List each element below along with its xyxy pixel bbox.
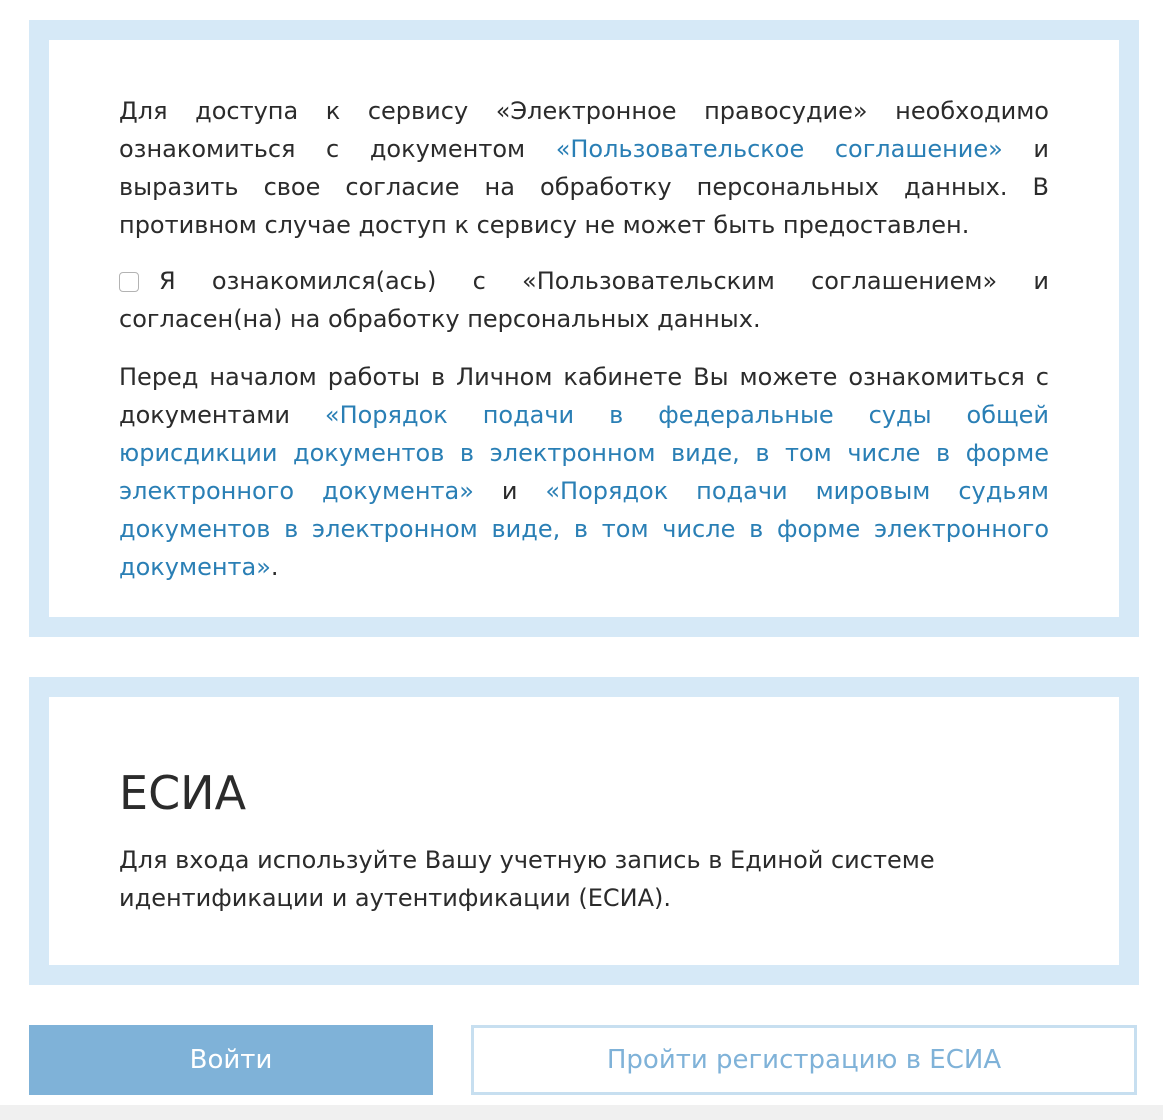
- esia-register-button[interactable]: Пройти регистрацию в ЕСИА: [471, 1025, 1137, 1095]
- esia-description: Для входа используйте Вашу учетную запись в Единой системе идентификации и аутентификации (ЕСИА).: [119, 846, 935, 912]
- documents-paragraph: [119, 358, 1049, 586]
- login-button[interactable]: Войти: [29, 1025, 433, 1095]
- documents-end: .: [270, 553, 279, 581]
- federal-courts-procedure-link[interactable]: «Порядок подачи в федеральные суды общей юрисдикции документов в электронном виде, в том числе в форме электронного документа»: [119, 401, 1049, 505]
- consent-intro-text-end: и выразить свое согласие на обработку персональных данных. В противном случае доступ к сервису не может быть предоставлен.: [119, 135, 1049, 239]
- consent-checkbox[interactable]: [119, 272, 139, 292]
- user-agreement-link[interactable]: «Пользовательское соглашение»: [555, 135, 1003, 163]
- consent-intro-text: Для доступа к сервису «Электронное правосудие» необходимо ознакомиться с документом: [119, 97, 1049, 163]
- esia-panel-content: [49, 697, 1119, 965]
- bottom-divider: [0, 1105, 1163, 1120]
- consent-intro-paragraph: [119, 92, 1049, 244]
- magistrates-procedure-link[interactable]: «Порядок подачи мировым судьям документов в электронном виде, в том числе в форме электронного документа»: [119, 477, 1050, 581]
- documents-conjunction: и: [473, 477, 546, 505]
- consent-panel-content: [49, 40, 1119, 617]
- consent-panel: [29, 20, 1139, 637]
- consent-checkbox-label[interactable]: Я ознакомился(ась) с «Пользовательским соглашением» и согласен(на) на обработку персональных данных.: [119, 267, 1049, 333]
- esia-panel: [29, 677, 1139, 985]
- consent-checkbox-row[interactable]: [119, 262, 1049, 338]
- documents-intro-text: Перед началом работы в Личном кабинете Вы можете ознакомиться с документами: [119, 363, 1049, 429]
- esia-title: ЕСИА: [119, 766, 247, 820]
